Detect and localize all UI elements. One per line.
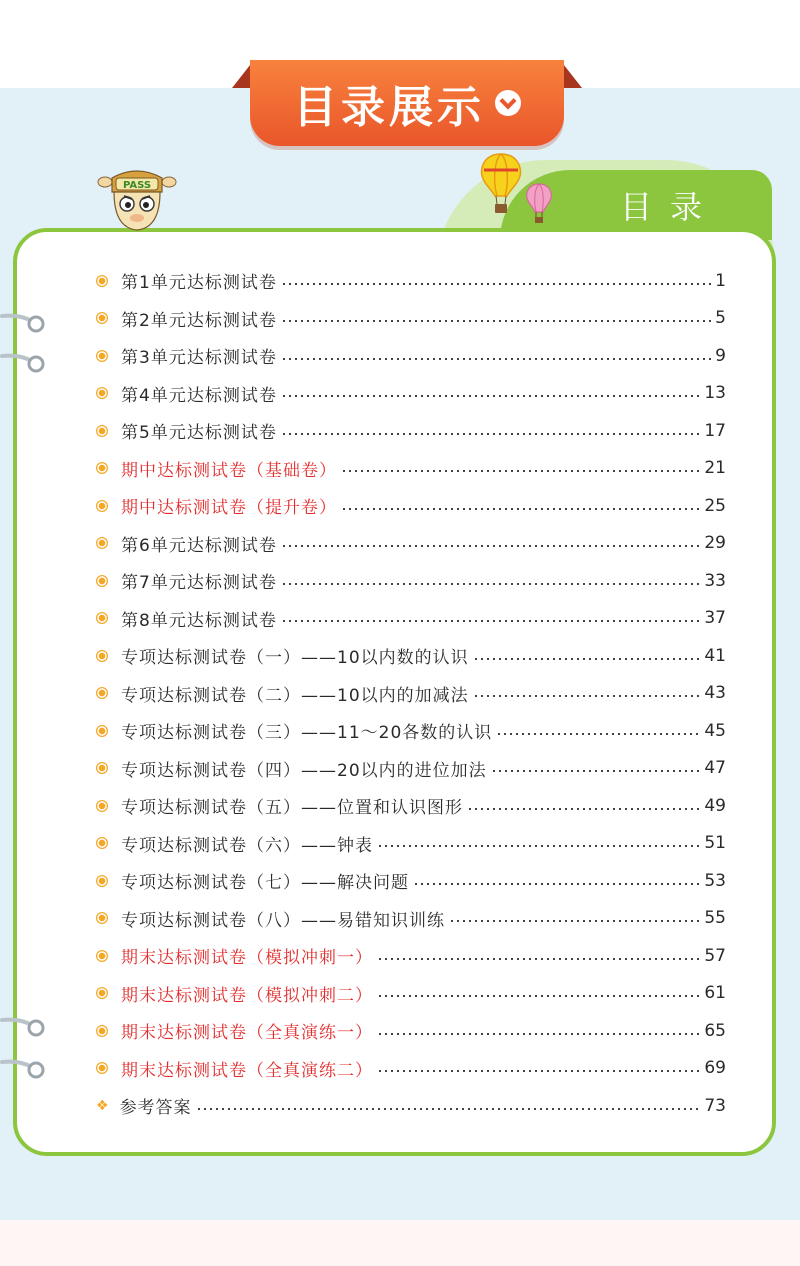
circle-bullet-icon [96,687,108,699]
toc-entry-page: 73 [704,1095,726,1116]
toc-entry-page: 53 [704,870,726,891]
circle-bullet-icon [96,537,108,549]
bottom-strip [0,1220,800,1266]
toc-entry[interactable] [96,600,726,638]
circle-bullet-icon [96,462,108,474]
dot-leader [491,770,701,772]
toc-entry-title: 第7单元达标测试卷 [121,573,277,594]
circle-bullet-icon [96,837,108,849]
toc-entry-page: 1 [715,270,726,291]
toc-entry-title: 专项达标测试卷（八）——易错知识训练 [121,910,445,931]
page-title: 目录展示 [293,82,485,133]
toc-entry-title: 专项达标测试卷（四）——20以内的进位加法 [121,760,487,781]
toc-entry[interactable] [96,750,726,788]
toc-entry-page: 43 [704,683,726,704]
toc-entry[interactable] [96,525,726,563]
diamond-bullet-icon: ❖ [96,1097,109,1114]
toc-entry-page: 37 [704,608,726,629]
hot-air-balloon-icon [478,152,524,216]
header-banner [232,60,582,148]
small-balloon-icon [524,182,554,226]
toc-entry[interactable] [96,412,726,450]
toc-entry[interactable] [96,862,726,900]
toc-entry-title: 专项达标测试卷（三）——11～20各数的认识 [121,723,493,744]
mascot-icon [96,168,178,238]
mascot-cap-text: PASS [122,180,152,191]
toc-entry-title: 专项达标测试卷（六）——钟表 [121,835,373,856]
toc-entry[interactable] [96,562,726,600]
toc-entry-page: 61 [704,983,726,1004]
circle-bullet-icon [96,800,108,812]
toc-entry[interactable] [96,337,726,375]
dot-leader [196,1108,701,1110]
toc-entry-page: 51 [704,833,726,854]
dot-leader [377,995,700,997]
dot-leader [341,508,700,510]
circle-bullet-icon [96,875,108,887]
toc-entry-page: 45 [704,720,726,741]
circle-bullet-icon [96,987,108,999]
dot-leader [377,845,700,847]
dot-leader [281,358,711,360]
toc-entry[interactable] [96,1012,726,1050]
toc-entry-page: 21 [704,458,726,479]
toc-entry-title: 第8单元达标测试卷 [121,610,277,631]
dot-leader [281,395,701,397]
table-of-contents [96,262,726,1125]
toc-entry-title: 期中达标测试卷（基础卷） [121,460,337,481]
binder-ring-icon [0,1058,46,1080]
dot-leader [281,583,701,585]
toc-entry[interactable] [96,637,726,675]
circle-bullet-icon [96,912,108,924]
toc-entry[interactable] [96,787,726,825]
toc-entry-page: 13 [704,383,726,404]
toc-entry-page: 47 [704,758,726,779]
circle-bullet-icon [96,350,108,362]
binder-ring-icon [0,352,46,374]
dot-leader [281,545,701,547]
toc-entry[interactable] [96,1087,726,1125]
dot-leader [473,658,701,660]
toc-entry[interactable] [96,712,726,750]
circle-bullet-icon [96,312,108,324]
toc-entry-page: 5 [715,308,726,329]
circle-bullet-icon [96,950,108,962]
toc-entry[interactable] [96,375,726,413]
circle-bullet-icon [96,650,108,662]
toc-entry[interactable] [96,937,726,975]
toc-entry-title: 期末达标测试卷（全真演练二） [121,1060,373,1081]
dot-leader [377,1070,700,1072]
toc-entry[interactable] [96,1050,726,1088]
toc-entry-page: 25 [704,495,726,516]
toc-entry[interactable] [96,487,726,525]
toc-entry-title: 专项达标测试卷（二）——10以内的加减法 [121,685,469,706]
toc-entry-title: 第5单元达标测试卷 [121,423,277,444]
toc-entry-title: 期末达标测试卷（模拟冲刺二） [121,985,373,1006]
toc-entry-title: 专项达标测试卷（一）——10以内数的认识 [121,648,469,669]
toc-entry-title: 专项达标测试卷（七）——解决问题 [121,873,409,894]
toc-entry-page: 55 [704,908,726,929]
toc-entry[interactable] [96,300,726,338]
toc-entry-title: 期末达标测试卷（全真演练一） [121,1023,373,1044]
toc-entry-title: 专项达标测试卷（五）——位置和认识图形 [121,798,463,819]
circle-bullet-icon [96,387,108,399]
dot-leader [281,320,711,322]
toc-entry-page: 69 [704,1058,726,1079]
dot-leader [467,808,700,810]
toc-entry-title: 第1单元达标测试卷 [121,273,277,294]
circle-bullet-icon [96,500,108,512]
toc-entry[interactable] [96,675,726,713]
toc-entry-page: 41 [704,645,726,666]
toc-entry-title: 期末达标测试卷（模拟冲刺一） [121,948,373,969]
toc-entry-title: 参考答案 [119,1098,192,1119]
dot-leader [377,1033,700,1035]
circle-bullet-icon [96,425,108,437]
dot-leader [281,620,701,622]
dot-leader [449,920,700,922]
toc-entry-title: 第6单元达标测试卷 [121,535,277,556]
toc-entry[interactable] [96,825,726,863]
circle-bullet-icon [96,575,108,587]
toc-entry-page: 9 [715,345,726,366]
toc-entry-title: 第2单元达标测试卷 [121,310,277,331]
toc-entry[interactable] [96,975,726,1013]
dot-leader [281,433,701,435]
toc-entry-page: 17 [704,420,726,441]
circle-bullet-icon [96,1062,108,1074]
binder-ring-icon [0,312,46,334]
circle-bullet-icon [96,762,108,774]
dot-leader [341,470,700,472]
chevron-down-icon[interactable] [495,90,521,116]
circle-bullet-icon [96,1025,108,1037]
toc-entry-page: 33 [704,570,726,591]
toc-entry-title: 期中达标测试卷（提升卷） [121,498,337,519]
dot-leader [413,883,700,885]
toc-entry-page: 49 [704,795,726,816]
dot-leader [496,733,700,735]
toc-entry[interactable] [96,900,726,938]
toc-entry-page: 29 [704,533,726,554]
toc-entry-page: 57 [704,945,726,966]
toc-entry-page: 65 [704,1020,726,1041]
binder-ring-icon [0,1016,46,1038]
circle-bullet-icon [96,612,108,624]
banner-body [250,60,564,146]
dot-leader [473,695,701,697]
toc-entry-title: 第4单元达标测试卷 [121,385,277,406]
card-tab-label: 目录 [620,188,721,226]
toc-entry[interactable] [96,450,726,488]
toc-entry-title: 第3单元达标测试卷 [121,348,277,369]
dot-leader [281,283,711,285]
dot-leader [377,958,700,960]
circle-bullet-icon [96,725,108,737]
toc-entry[interactable] [96,262,726,300]
circle-bullet-icon [96,275,108,287]
